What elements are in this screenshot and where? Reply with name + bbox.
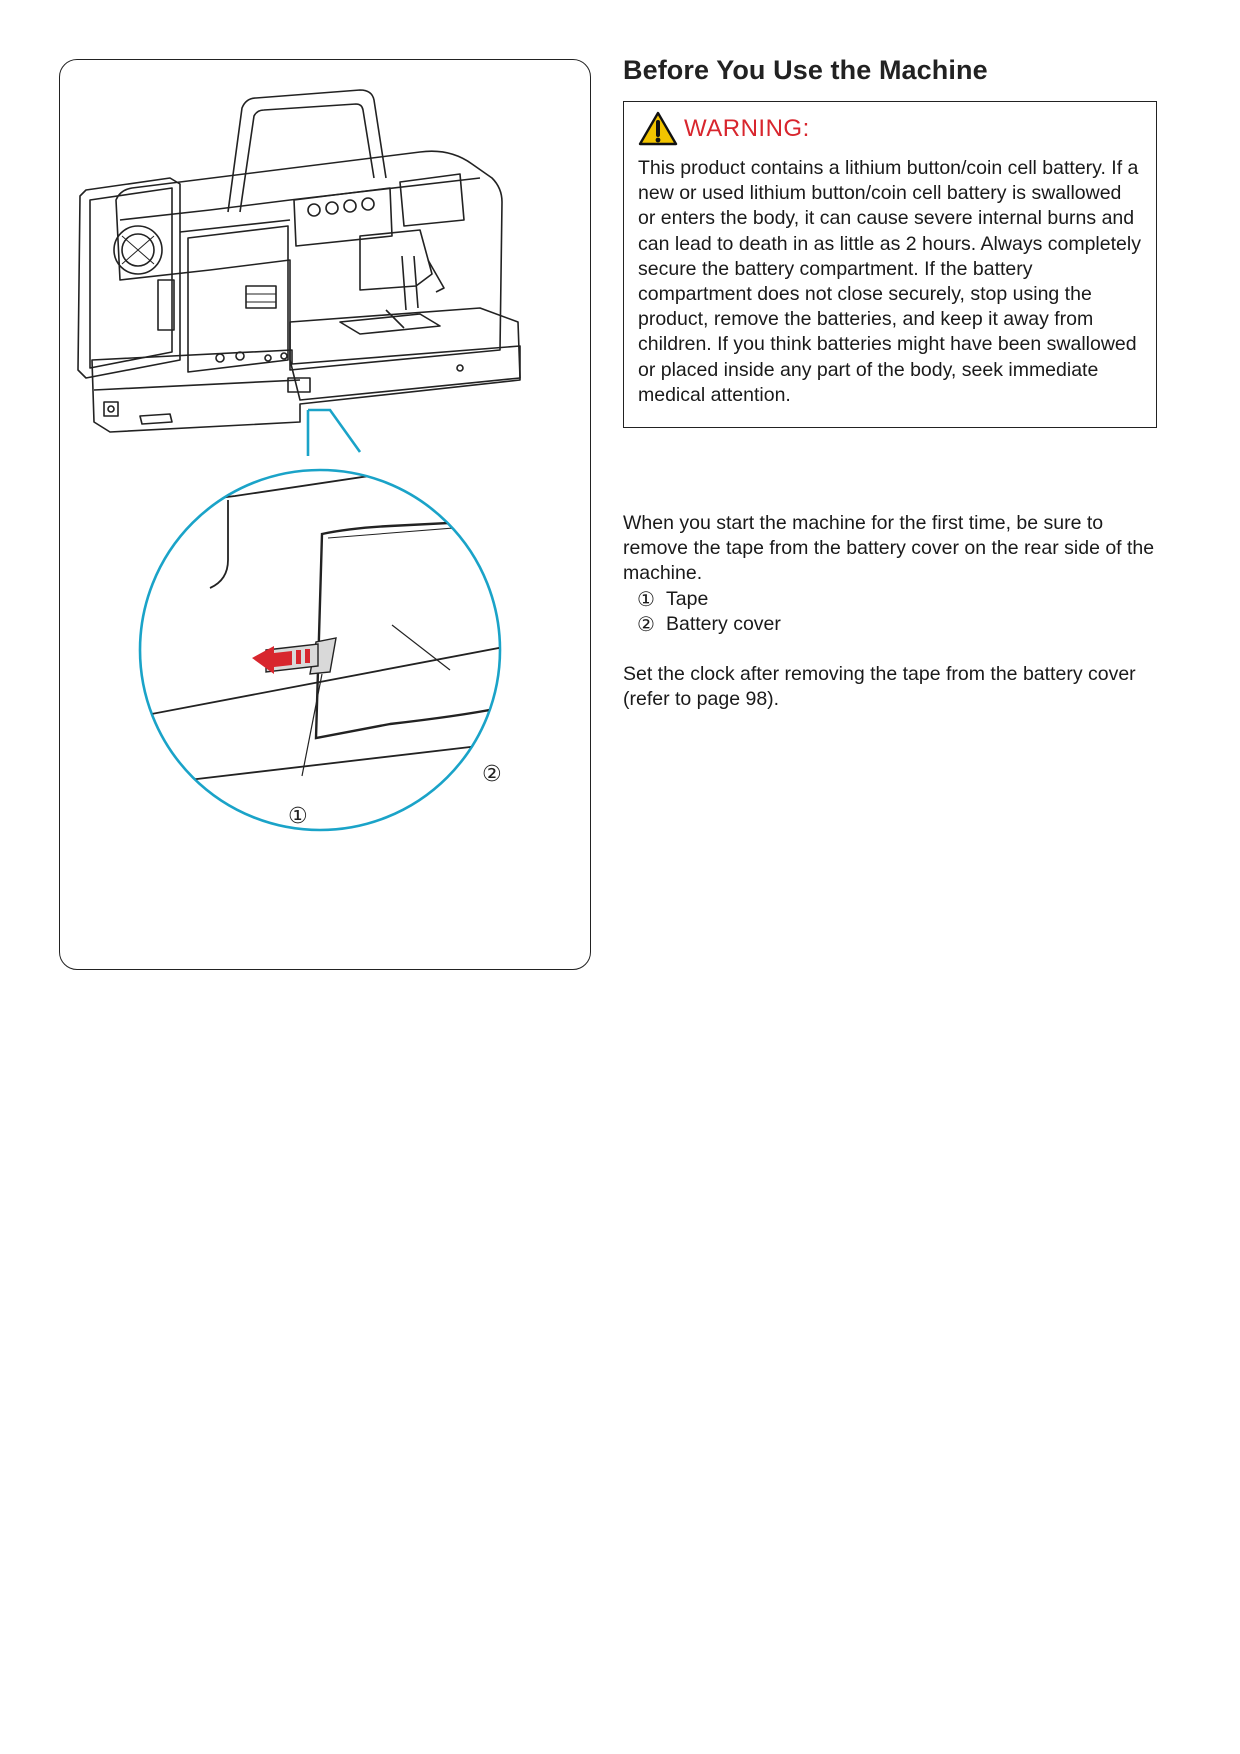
instructions-intro: When you start the machine for the first time, be sure to remove the tape from the battery cover on the rear side of the machine. — [623, 512, 1155, 585]
legend-item-tape — [637, 587, 1163, 612]
sewing-machine-illustration — [60, 60, 591, 970]
legend-number: ① — [637, 586, 655, 611]
warning-title: WARNING: — [684, 115, 810, 142]
legend-number: ② — [637, 611, 655, 636]
machine-base — [92, 346, 520, 432]
zoom-leader — [308, 410, 360, 456]
warning-box — [623, 101, 1157, 428]
legend-label: Battery cover — [666, 612, 781, 635]
warning-header — [638, 108, 1144, 150]
legend-list — [623, 587, 1163, 637]
machine-rear-screen — [78, 178, 180, 378]
warning-text: This product contains a lithium button/coin cell battery. If a new or used lithium button/coin cell battery is swallowed or enters the body, it can cause severe internal burns and can lead to death in as little as 2 hours. Always completely secure the battery compartment. If the battery compartment does not close securely, stop using the product, remove the batteries, and keep it away from children. If you think batteries might have been swallowed or placed inside any part of the body, seek immediate medical attention. — [638, 157, 1141, 406]
figure-frame — [59, 59, 591, 970]
legend-label: Tape — [666, 587, 709, 610]
callout-tape-number: ① — [288, 804, 308, 829]
machine-bed — [290, 308, 520, 400]
machine-head — [116, 151, 502, 370]
legend-item-battery-cover — [637, 612, 1163, 637]
instructions — [623, 511, 1163, 712]
clock-note: Set the clock after removing the tape from the battery cover (refer to page 98). — [623, 663, 1136, 711]
callout-battery-cover-number: ② — [482, 762, 502, 787]
machine-column — [188, 226, 288, 372]
warning-triangle-icon — [638, 111, 678, 147]
page-title: Before You Use the Machine — [623, 55, 988, 85]
